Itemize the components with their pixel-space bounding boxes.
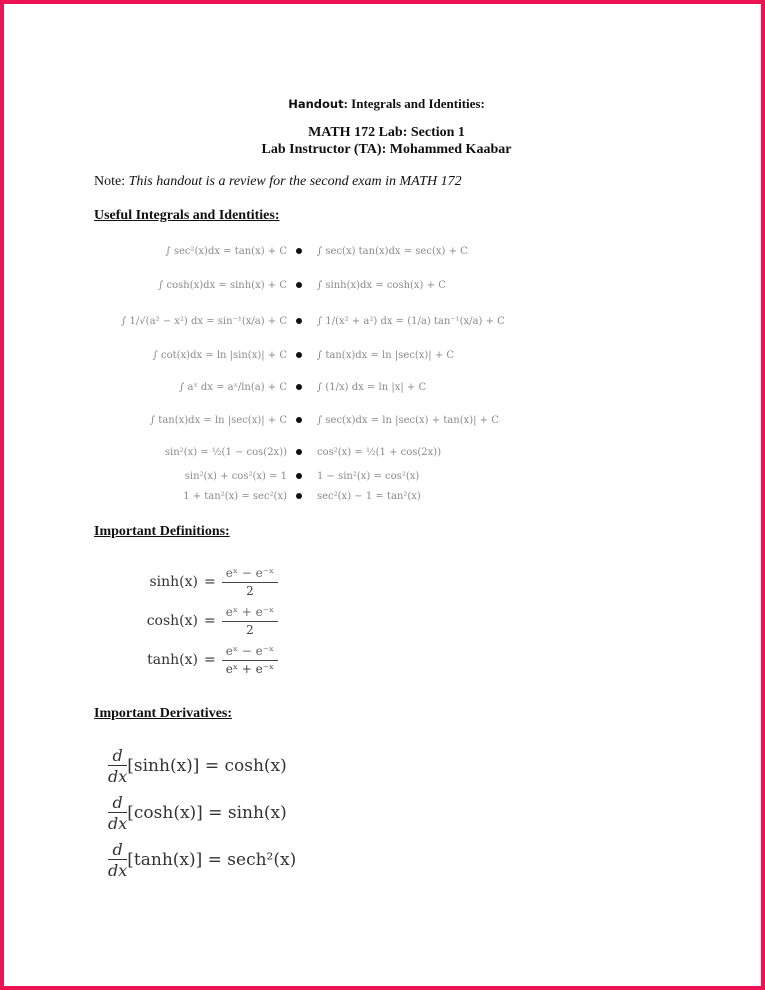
identity-right: cos²(x) = ½(1 + cos(2x)) bbox=[317, 447, 442, 458]
identity-left: sin²(x) + cos²(x) = 1 bbox=[184, 471, 287, 482]
instructor-line: Lab Instructor (TA): Mohammed Kaabar bbox=[261, 142, 512, 157]
equals-sign: = bbox=[204, 652, 216, 668]
integral-left: ∫ cosh(x)dx = sinh(x) + C bbox=[158, 280, 287, 291]
fraction bbox=[222, 644, 278, 676]
derivative-row bbox=[108, 793, 287, 833]
denominator: dx bbox=[108, 861, 128, 880]
definition-row bbox=[104, 605, 278, 637]
note-label: Note: bbox=[94, 174, 129, 189]
identity-right: sec²(x) − 1 = tan²(x) bbox=[317, 491, 421, 502]
integral-row bbox=[4, 316, 765, 342]
bullet-icon bbox=[296, 417, 302, 423]
denominator: 2 bbox=[246, 623, 254, 637]
integral-left: ∫ 1/√(a² − x²) dx = sin⁻¹(x/a) + C bbox=[121, 316, 287, 327]
derivative-expression: [cosh(x)] = sinh(x) bbox=[127, 803, 287, 823]
bullet-icon bbox=[296, 493, 302, 499]
derivative-operator bbox=[108, 746, 127, 786]
bullet-icon bbox=[296, 449, 302, 455]
denominator: dx bbox=[108, 767, 128, 786]
denominator: 2 bbox=[246, 584, 254, 598]
integral-left: ∫ tan(x)dx = ln |sec(x)| + C bbox=[149, 415, 287, 426]
numerator: d bbox=[108, 840, 127, 860]
derivative-expression: [tanh(x)] = sech²(x) bbox=[127, 850, 297, 870]
definition-lhs: cosh(x) bbox=[146, 613, 198, 629]
definition-lhs: sinh(x) bbox=[149, 574, 198, 590]
title-lead: Handout bbox=[288, 97, 344, 111]
fraction bbox=[222, 605, 278, 637]
bullet-icon bbox=[296, 282, 302, 288]
equals-sign: = bbox=[204, 574, 216, 590]
course-info bbox=[4, 124, 765, 158]
fraction bbox=[222, 566, 278, 598]
identity-row bbox=[4, 447, 765, 473]
bullet-icon bbox=[296, 318, 302, 324]
identity-left: sin²(x) = ½(1 − cos(2x)) bbox=[164, 447, 287, 458]
integral-right: ∫ (1/x) dx = ln |x| + C bbox=[317, 382, 427, 393]
numerator: d bbox=[108, 793, 127, 813]
definition-row bbox=[104, 644, 278, 676]
integral-left: ∫ aˣ dx = aˣ/ln(a) + C bbox=[179, 382, 287, 393]
title-rest: : Integrals and Identities: bbox=[343, 96, 485, 111]
derivative-row bbox=[108, 746, 287, 786]
integral-row bbox=[4, 415, 765, 441]
integral-right: ∫ sec(x)dx = ln |sec(x) + tan(x)| + C bbox=[317, 415, 499, 426]
bullet-icon bbox=[296, 248, 302, 254]
definition-lhs: tanh(x) bbox=[147, 652, 198, 668]
integral-row bbox=[4, 350, 765, 376]
numerator: eˣ − e⁻ˣ bbox=[222, 566, 278, 583]
handout-title bbox=[4, 96, 765, 112]
identity-row bbox=[4, 491, 765, 517]
numerator: d bbox=[108, 746, 127, 766]
numerator: eˣ − e⁻ˣ bbox=[222, 644, 278, 661]
numerator: eˣ + e⁻ˣ bbox=[222, 605, 278, 622]
definition-row bbox=[104, 566, 278, 598]
integral-right: ∫ 1/(x² + a²) dx = (1/a) tan⁻¹(x/a) + C bbox=[317, 316, 505, 327]
derivative-operator bbox=[108, 793, 127, 833]
equals-sign: = bbox=[204, 613, 216, 629]
bullet-icon bbox=[296, 352, 302, 358]
derivative-operator bbox=[108, 840, 127, 880]
denominator: eˣ + e⁻ˣ bbox=[225, 662, 275, 676]
integral-left: ∫ cot(x)dx = ln |sin(x)| + C bbox=[152, 350, 287, 361]
integrals-heading: Useful Integrals and Identities: bbox=[94, 208, 280, 223]
bullet-icon bbox=[296, 473, 302, 479]
integral-row bbox=[4, 382, 765, 408]
integral-right: ∫ sec(x) tan(x)dx = sec(x) + C bbox=[317, 246, 468, 257]
integral-right: ∫ tan(x)dx = ln |sec(x)| + C bbox=[317, 350, 455, 361]
identity-left: 1 + tan²(x) = sec²(x) bbox=[183, 491, 287, 502]
identity-right: 1 − sin²(x) = cos²(x) bbox=[317, 471, 420, 482]
integral-row bbox=[4, 280, 765, 306]
course-line: MATH 172 Lab: Section 1 bbox=[308, 125, 465, 140]
bullet-icon bbox=[296, 384, 302, 390]
note bbox=[94, 174, 462, 190]
integral-left: ∫ sec²(x)dx = tan(x) + C bbox=[165, 246, 287, 257]
derivative-expression: [sinh(x)] = cosh(x) bbox=[127, 756, 287, 776]
definitions-heading: Important Definitions: bbox=[94, 524, 230, 539]
note-text: This handout is a review for the second exam in MATH 172 bbox=[128, 174, 462, 189]
derivative-row bbox=[108, 840, 296, 880]
denominator: dx bbox=[108, 814, 128, 833]
integral-row bbox=[4, 246, 765, 272]
integral-right: ∫ sinh(x)dx = cosh(x) + C bbox=[317, 280, 446, 291]
derivatives-heading: Important Derivatives: bbox=[94, 706, 233, 721]
